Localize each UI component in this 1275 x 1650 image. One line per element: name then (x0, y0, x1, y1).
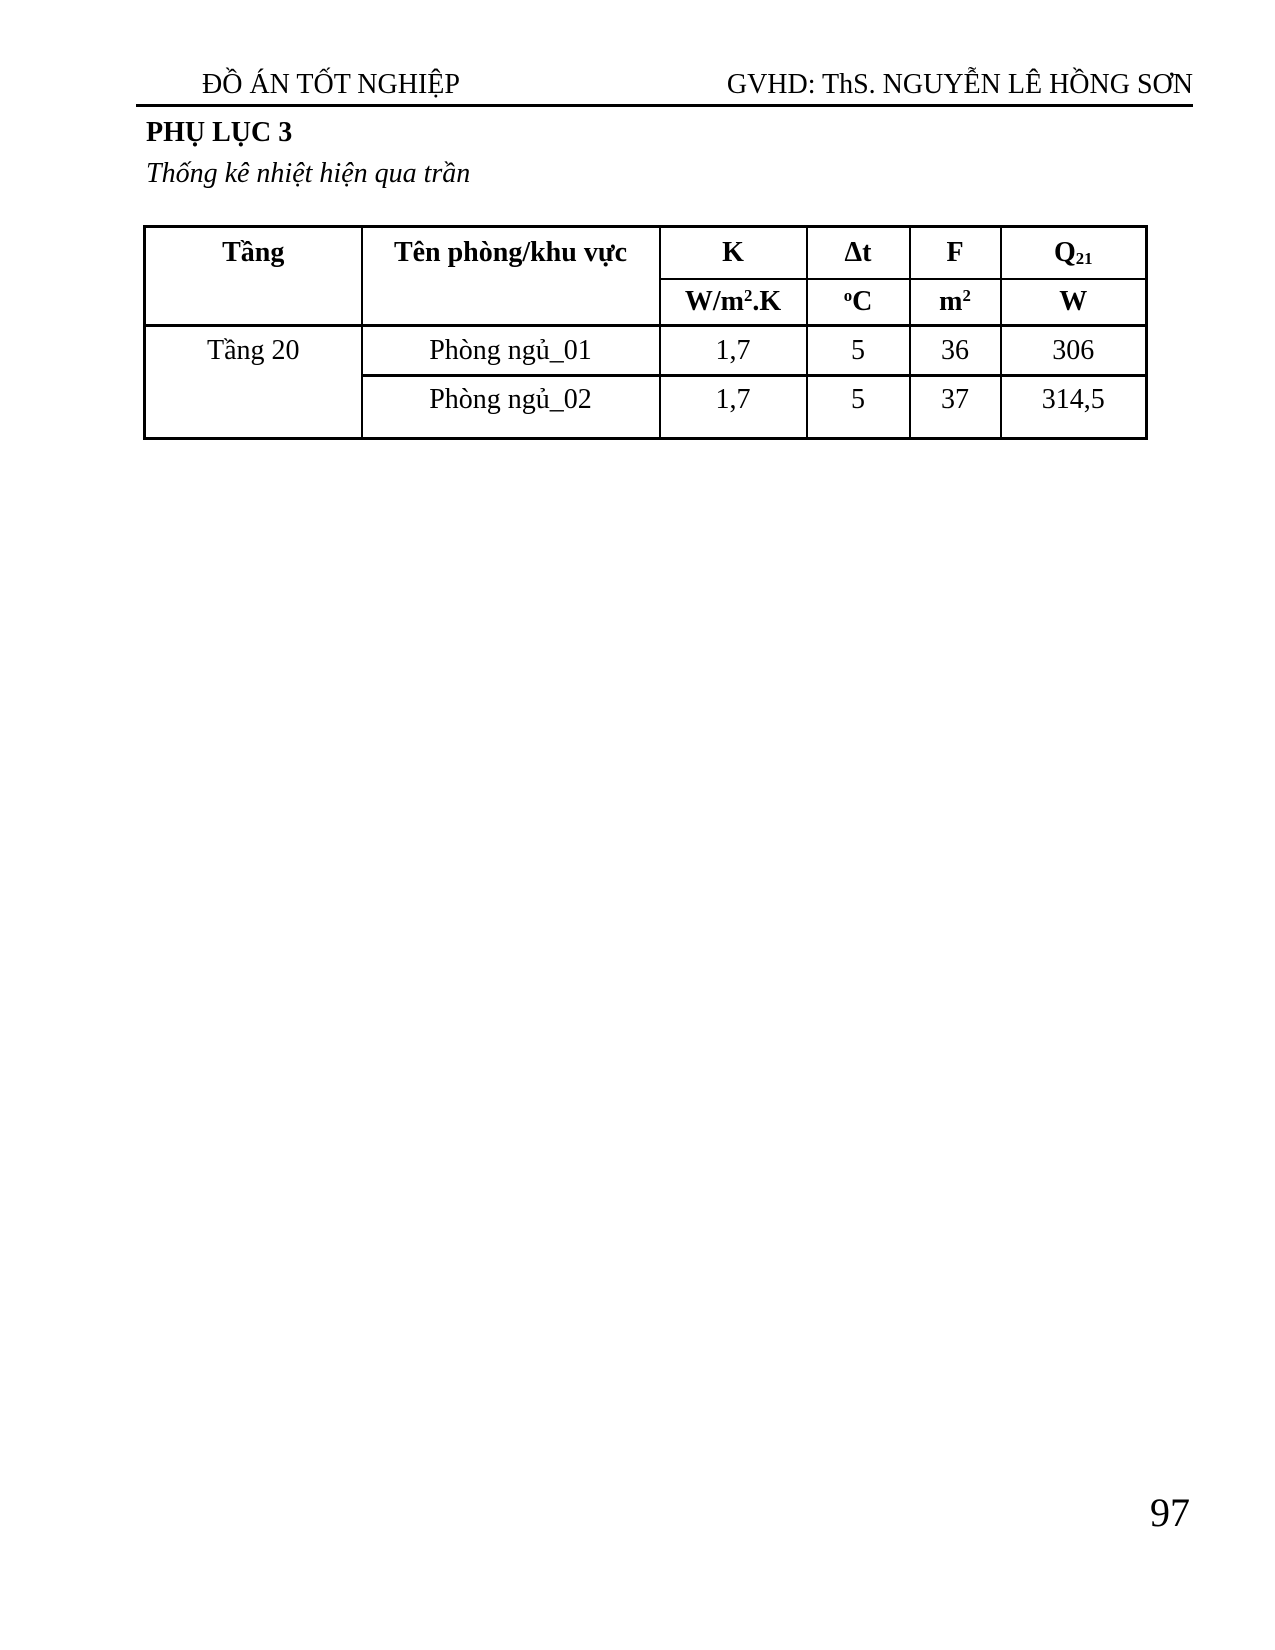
cell-room-1: Phòng ngủ_01 (362, 326, 660, 376)
cell-f-1: 36 (910, 326, 1001, 376)
col-header-q21 (1001, 227, 1147, 280)
unit-f (910, 279, 1001, 326)
cell-f-2: 37 (910, 376, 1001, 439)
header-left-text: ĐỒ ÁN TỐT NGHIỆP (202, 69, 460, 100)
page-number: 97 (1150, 1490, 1190, 1535)
col-header-floor: Tầng (145, 227, 362, 326)
unit-f-superscript: 2 (962, 285, 971, 305)
cell-k-1: 1,7 (660, 326, 807, 376)
table-header-row (145, 227, 1147, 280)
cell-dt-2: 5 (807, 376, 910, 439)
col-header-room: Tên phòng/khu vực (362, 227, 660, 326)
unit-q21: W (1001, 279, 1147, 326)
appendix-subtitle: Thống kê nhiệt hiện qua trần (146, 158, 471, 189)
unit-dt (807, 279, 910, 326)
cell-room-2: Phòng ngủ_02 (362, 376, 660, 439)
unit-dt-superscript: o (843, 285, 853, 305)
col-header-dt: Δt (807, 227, 910, 280)
table-row (145, 326, 1147, 376)
unit-f-base: m (939, 286, 963, 317)
cell-k-2: 1,7 (660, 376, 807, 439)
cell-floor: Tầng 20 (145, 326, 362, 439)
unit-k-post: .K (752, 286, 782, 317)
q21-base: Q (1053, 237, 1076, 268)
page-header (136, 70, 1193, 104)
cell-q21-2: 314,5 (1001, 376, 1147, 439)
unit-k (660, 279, 807, 326)
unit-k-superscript: 2 (743, 285, 753, 305)
unit-k-pre: W/m (684, 286, 744, 317)
col-header-k: K (660, 227, 807, 280)
unit-dt-base: C (852, 286, 873, 317)
heat-gain-table (143, 225, 1148, 440)
cell-dt-1: 5 (807, 326, 910, 376)
header-right-text: GVHD: ThS. NGUYỄN LÊ HỒNG SƠN (726, 69, 1193, 100)
cell-q21-1: 306 (1001, 326, 1147, 376)
q21-subscript: 21 (1075, 249, 1093, 269)
col-header-f: F (910, 227, 1001, 280)
appendix-title: PHỤ LỤC 3 (146, 117, 293, 148)
header-rule (136, 104, 1193, 107)
